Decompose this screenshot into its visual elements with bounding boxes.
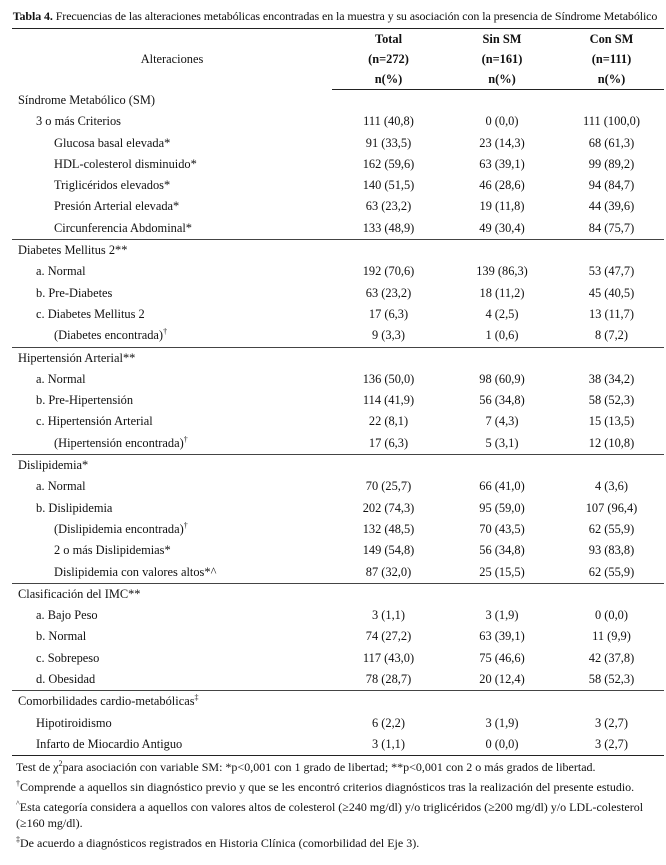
cell-con: [559, 691, 664, 713]
footnote-text: Esta categoría considera a aquellos con valores altos de colesterol (≥240 mg/dl) y/o triglicéridos (≥200 mg/dl) y/o LDL-colesterol (≥160 mg/dl).: [16, 800, 644, 831]
section-row: [12, 691, 664, 713]
row-label: [12, 133, 332, 154]
table-row: [12, 218, 664, 240]
row-label-text: a. Normal: [36, 371, 86, 386]
header-con-unit: n(%): [559, 69, 664, 90]
row-label: [12, 455, 332, 477]
cell-total: 22 (8,1): [368, 414, 409, 429]
cell-con: 15 (13,5): [588, 414, 635, 429]
cell-total: 202 (74,3): [362, 500, 415, 515]
footnote-text: Test de χ: [16, 760, 59, 775]
footnote-mark: †: [183, 520, 188, 530]
cell-con: 111 (100,0): [583, 114, 640, 129]
row-label: [12, 325, 332, 347]
table-row: [12, 433, 664, 455]
row-label: [12, 240, 332, 262]
table-row: [12, 734, 664, 756]
cell-sin: 3 (1,9): [485, 715, 519, 730]
cell-sin: 20 (12,4): [479, 672, 525, 687]
cell-total: 74 (27,2): [365, 629, 412, 644]
cell-con: 44 (39,6): [588, 199, 635, 214]
cell-sin: 0 (0,0): [445, 734, 559, 756]
row-label: [12, 669, 332, 691]
table-row: [12, 154, 664, 175]
row-label-text: Dislipidemia*: [18, 458, 89, 473]
header-alteraciones: Alteraciones: [12, 29, 332, 90]
row-label: [12, 605, 332, 626]
cell-total: 3 (1,1): [371, 608, 406, 623]
cell-con: 68 (61,3): [588, 135, 635, 150]
row-label: [12, 390, 332, 411]
cell-con: 3 (2,7): [559, 734, 664, 756]
row-label-text: Comorbilidades cardio-metabólicas: [18, 694, 195, 709]
table-row: [12, 669, 664, 691]
footnote: [16, 779, 666, 795]
cell-total: 117 (43,0): [362, 650, 415, 665]
row-label-text: Presión Arterial elevada*: [54, 199, 180, 214]
row-label-text: a. Normal: [36, 264, 86, 279]
cell-total: 162 (59,6): [362, 156, 415, 171]
row-label-text: Hipotiroidismo: [36, 715, 112, 730]
row-label-text: b. Normal: [36, 629, 87, 644]
cell-total: 17 (6,3): [368, 435, 409, 450]
row-label: [12, 433, 332, 455]
cell-sin: [445, 691, 559, 713]
cell-con: 58 (52,3): [588, 393, 635, 408]
row-label: [12, 261, 332, 282]
cell-total: 63 (23,2): [365, 199, 412, 214]
cell-con: 45 (40,5): [588, 285, 635, 300]
header-sin-name: Sin SM: [445, 29, 559, 50]
header-total-unit: n(%): [332, 69, 445, 90]
cell-sin: 49 (30,4): [479, 220, 525, 235]
row-label: [12, 713, 332, 734]
section-row: [12, 90, 664, 112]
cell-total: 136 (50,0): [362, 371, 415, 386]
table-row: [12, 283, 664, 304]
table-row: [12, 261, 664, 282]
cell-con: 53 (47,7): [588, 264, 635, 279]
cell-sin: 18 (11,2): [479, 285, 525, 300]
cell-total: [332, 583, 445, 605]
table-row: [12, 325, 664, 347]
cell-con: [559, 240, 664, 262]
row-label: [12, 540, 332, 561]
row-label: [12, 476, 332, 497]
cell-con: 58 (52,3): [588, 672, 635, 687]
table-header: [12, 29, 664, 90]
footnote-mark: ‡: [194, 693, 199, 703]
cell-con: 93 (83,8): [588, 543, 635, 558]
caption-text: Frecuencias de las alteraciones metabólicas encontradas en la muestra y su asociación con la presencia de Síndrome Metabólico: [55, 9, 658, 23]
header-sin-unit: n(%): [445, 69, 559, 90]
row-label: [12, 175, 332, 196]
footnote-text: Comprende a aquellos sin diagnóstico previo y que se les encontró criterios diagnósticos tras la realización del presente estudio.: [20, 780, 635, 795]
footnote: [16, 799, 666, 831]
cell-total: 132 (48,5): [362, 521, 415, 536]
footnote-mark: ‡: [16, 835, 20, 845]
row-label: [12, 347, 332, 369]
cell-con: [559, 347, 664, 369]
row-label-text: (Dislipidemia encontrada): [54, 521, 184, 536]
table-row: [12, 540, 664, 561]
table-row: [12, 175, 664, 196]
cell-con: 62 (55,9): [588, 521, 635, 536]
row-label-text: Glucosa basal elevada*: [54, 135, 171, 150]
row-label-text: d. Obesidad: [36, 672, 96, 687]
row-label: [12, 734, 332, 756]
header-con-name: Con SM: [559, 29, 664, 50]
cell-sin: 46 (28,6): [479, 178, 525, 193]
row-label-text: (Diabetes encontrada): [54, 328, 164, 343]
cell-sin: 5 (3,1): [485, 435, 519, 450]
row-label: [12, 519, 332, 540]
caption-label: Tabla 4.: [12, 9, 53, 23]
row-label: [12, 218, 332, 240]
cell-con: 42 (37,8): [588, 650, 635, 665]
cell-total: 140 (51,5): [362, 178, 415, 193]
cell-total: [332, 240, 445, 262]
row-label-text: a. Normal: [36, 479, 86, 494]
cell-sin: [445, 583, 559, 605]
table-row: [12, 562, 664, 584]
cell-sin: 4 (2,5): [485, 306, 519, 321]
cell-total: 17 (6,3): [368, 306, 409, 321]
cell-total: 114 (41,9): [362, 393, 415, 408]
cell-sin: 19 (11,8): [479, 199, 525, 214]
cell-sin: [445, 90, 559, 112]
cell-total: 149 (54,8): [362, 543, 415, 558]
table-row: [12, 713, 664, 734]
cell-total: 192 (70,6): [362, 264, 415, 279]
cell-sin: [445, 240, 559, 262]
row-label-text: 2 o más Dislipidemias*: [54, 543, 171, 558]
cell-sin: 139 (86,3): [476, 264, 528, 279]
row-label-text: a. Bajo Peso: [36, 608, 98, 623]
cell-total: 63 (23,2): [365, 285, 412, 300]
table-row: [12, 369, 664, 390]
row-label-text: c. Hipertensión Arterial: [36, 414, 153, 429]
cell-total: 87 (32,0): [365, 564, 412, 579]
cell-con: 94 (84,7): [588, 178, 635, 193]
cell-con: 84 (75,7): [588, 220, 635, 235]
header-sin-n: (n=161): [481, 52, 523, 66]
row-label: [12, 691, 332, 713]
footnote-text: para asociación con variable SM: *p<0,001 con 1 grado de libertad; **p<0,001 con 2 o más grados de libertad.: [62, 760, 596, 775]
cell-con: 107 (96,4): [585, 500, 638, 515]
row-label-text: c. Sobrepeso: [36, 650, 100, 665]
row-label-text: HDL-colesterol disminuido*: [54, 156, 197, 171]
header-total-name: Total: [332, 29, 445, 50]
row-label-text: Hipertensión Arterial**: [18, 350, 136, 365]
table-row: [12, 519, 664, 540]
cell-total: 6 (2,2): [371, 715, 406, 730]
cell-con: [559, 583, 664, 605]
cell-total: 111 (40,8): [363, 114, 414, 129]
table-row: [12, 196, 664, 217]
table-body: [12, 90, 664, 756]
footnote-mark: †: [183, 434, 188, 444]
table-row: [12, 133, 664, 154]
table-footnotes: [12, 759, 666, 851]
cell-con: 11 (9,9): [592, 629, 631, 644]
row-label-text: b. Dislipidemia: [36, 500, 113, 515]
cell-sin: 70 (43,5): [479, 521, 525, 536]
footnote-mark: ^: [16, 799, 20, 809]
row-label: [12, 648, 332, 669]
table-row: [12, 111, 664, 132]
row-label-text: (Hipertensión encontrada): [54, 435, 184, 450]
cell-sin: 56 (34,8): [479, 543, 525, 558]
header-total-n: (n=272): [368, 52, 409, 66]
row-label: [12, 498, 332, 519]
row-label-text: Clasificación del IMC**: [18, 586, 141, 601]
cell-sin: 23 (14,3): [479, 135, 525, 150]
cell-total: 78 (28,7): [365, 672, 412, 687]
row-label-text: Triglicéridos elevados*: [54, 178, 171, 193]
section-row: [12, 583, 664, 605]
footnote-mark: †: [16, 779, 20, 789]
cell-sin: 1 (0,6): [485, 328, 519, 343]
row-label: [12, 369, 332, 390]
cell-total: 91 (33,5): [365, 135, 412, 150]
table-row: [12, 626, 664, 647]
row-label: [12, 90, 332, 112]
row-label-text: 3 o más Criterios: [36, 114, 122, 129]
row-label-text: Síndrome Metabólico (SM): [18, 92, 155, 107]
cell-sin: 75 (46,6): [479, 650, 525, 665]
cell-total: [332, 347, 445, 369]
footnote-text: De acuerdo a diagnósticos registrados en Historia Clínica (comorbilidad del Eje 3).: [20, 836, 420, 851]
footnote: [16, 759, 666, 775]
section-row: [12, 240, 664, 262]
section-row: [12, 347, 664, 369]
cell-sin: 63 (39,1): [479, 629, 525, 644]
footnote-mark: †: [163, 327, 168, 337]
row-label-text: b. Pre-Hipertensión: [36, 393, 134, 408]
table-row: [12, 476, 664, 497]
row-label: [12, 583, 332, 605]
row-label: [12, 154, 332, 175]
row-label: [12, 283, 332, 304]
cell-con: 62 (55,9): [588, 564, 635, 579]
cell-con: 0 (0,0): [594, 608, 629, 623]
cell-con: 4 (3,6): [594, 479, 629, 494]
cell-total: 9 (3,3): [371, 328, 406, 343]
cell-sin: 66 (41,0): [479, 479, 525, 494]
cell-con: 99 (89,2): [588, 156, 635, 171]
cell-sin: 98 (60,9): [479, 371, 525, 386]
row-label-text: Diabetes Mellitus 2**: [18, 243, 128, 258]
cell-con: 3 (2,7): [594, 715, 629, 730]
cell-total: 3 (1,1): [332, 734, 445, 756]
table-row: [12, 411, 664, 432]
table-row: [12, 498, 664, 519]
cell-con: 8 (7,2): [594, 328, 629, 343]
cell-sin: 56 (34,8): [479, 393, 525, 408]
cell-sin: [445, 455, 559, 477]
footnote-mark: 2: [58, 759, 63, 769]
cell-con: 38 (34,2): [588, 371, 635, 386]
cell-total: 133 (48,9): [362, 220, 415, 235]
cell-sin: 3 (1,9): [485, 608, 519, 623]
table-row: [12, 390, 664, 411]
cell-con: 13 (11,7): [589, 306, 634, 321]
row-label-text: Dislipidemia con valores altos*^: [54, 564, 217, 579]
table-row: [12, 605, 664, 626]
table-caption: [12, 10, 658, 23]
row-label-text: Infarto de Miocardio Antiguo: [36, 736, 183, 751]
cell-sin: 7 (4,3): [485, 414, 519, 429]
cell-sin: 0 (0,0): [485, 114, 519, 129]
cell-con: [559, 455, 664, 477]
cell-total: [332, 691, 445, 713]
row-label: [12, 111, 332, 132]
cell-sin: [445, 347, 559, 369]
row-label: [12, 304, 332, 325]
footnote: [16, 835, 666, 851]
row-label: [12, 411, 332, 432]
row-label: [12, 562, 332, 584]
row-label-text: Circunferencia Abdominal*: [54, 220, 192, 235]
section-row: [12, 455, 664, 477]
cell-con: [559, 90, 664, 112]
header-con-n: (n=111): [591, 52, 632, 66]
row-label-text: b. Pre-Diabetes: [36, 285, 113, 300]
table-row: [12, 304, 664, 325]
table-row: [12, 648, 664, 669]
row-label: [12, 196, 332, 217]
cell-sin: 25 (15,5): [479, 564, 525, 579]
cell-con: 12 (10,8): [588, 435, 635, 450]
cell-total: [332, 455, 445, 477]
results-table: [12, 28, 664, 756]
cell-sin: 63 (39,1): [479, 156, 525, 171]
cell-total: [332, 90, 445, 112]
row-label: [12, 626, 332, 647]
row-label-text: c. Diabetes Mellitus 2: [36, 306, 145, 321]
cell-sin: 95 (59,0): [479, 500, 525, 515]
cell-total: 70 (25,7): [365, 479, 412, 494]
